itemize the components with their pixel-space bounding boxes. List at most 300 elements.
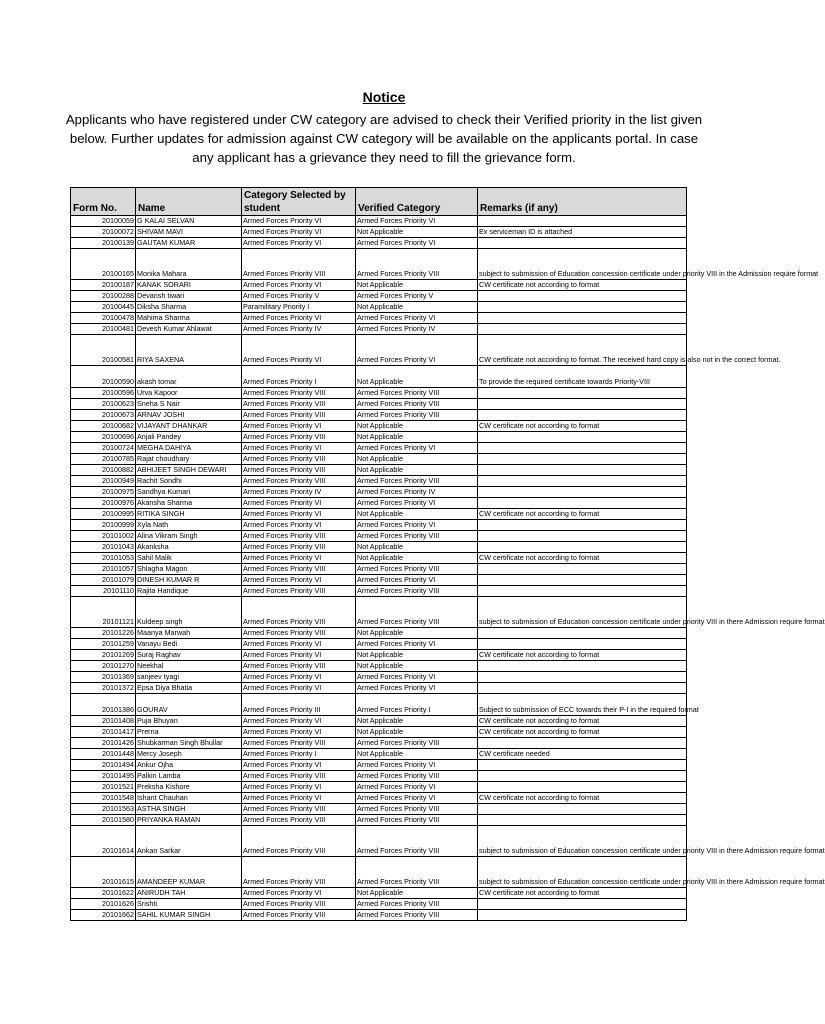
cell-form-no: 20100072 [71,227,136,238]
cell-form-no: 20101614 [71,826,136,857]
cell-form-no: 20100596 [71,388,136,399]
cell-form-no: 20100785 [71,454,136,465]
table-row [71,227,687,238]
cell-verified-category: Armed Forces Priority VI [356,313,478,324]
cell-verified-category: Not Applicable [356,716,478,727]
table-row [71,216,687,227]
cell-verified-category: Not Applicable [356,542,478,553]
table-row [71,910,687,921]
table-row [71,531,687,542]
cell-form-no: 20101386 [71,694,136,716]
cell-verified-category: Not Applicable [356,888,478,899]
cell-category-selected: Armed Forces Priority VIII [242,465,356,476]
cell-remarks [478,487,687,498]
cell-category-selected: Armed Forces Priority VIII [242,476,356,487]
table-row [71,899,687,910]
table-row [71,553,687,564]
cell-name: RIYA SAXENA [136,335,242,366]
cell-form-no: 20101580 [71,815,136,826]
cell-name: Vanayu Bedi [136,639,242,650]
cell-remarks [478,302,687,313]
cell-verified-category: Not Applicable [356,553,478,564]
cell-remarks [478,782,687,793]
table-row [71,650,687,661]
cell-name: Mercy Joseph [136,749,242,760]
cell-name: ASTHA SINGH [136,804,242,815]
table-row [71,661,687,672]
cell-remarks [478,564,687,575]
cell-name: Ankur Ojha [136,760,242,771]
cell-remarks [478,465,687,476]
cell-category-selected: Armed Forces Priority VI [242,421,356,432]
cell-remarks: To provide the required certificate towards Priority-VIII [478,366,687,388]
table-row [71,410,687,421]
cell-form-no: 20101079 [71,575,136,586]
cell-verified-category: Armed Forces Priority VIII [356,388,478,399]
cell-category-selected: Armed Forces Priority VI [242,716,356,727]
cell-remarks: CW certificate not according to format. The received hard copy is also not in the correct format. [478,335,687,366]
cell-name: MEGHA DAHIYA [136,443,242,454]
cell-name: Ankan Sarkar [136,826,242,857]
table-row [71,815,687,826]
table-row [71,597,687,628]
table-row [71,888,687,899]
table-row [71,509,687,520]
cell-remarks [478,738,687,749]
cell-form-no: 20100995 [71,509,136,520]
cell-form-no: 20100478 [71,313,136,324]
cell-verified-category: Armed Forces Priority VI [356,760,478,771]
cell-form-no: 20100581 [71,335,136,366]
table-row [71,672,687,683]
cell-category-selected: Armed Forces Priority VIII [242,597,356,628]
cell-verified-category: Armed Forces Priority VIII [356,399,478,410]
cell-remarks [478,291,687,302]
table-row [71,324,687,335]
cell-remarks [478,771,687,782]
cell-verified-category: Armed Forces Priority VIII [356,826,478,857]
cell-name: VIJAYANT DHANKAR [136,421,242,432]
cell-form-no: 20100882 [71,465,136,476]
cell-category-selected: Armed Forces Priority VI [242,639,356,650]
cell-category-selected: Armed Forces Priority VI [242,509,356,520]
cell-name: Rachit Sondhi [136,476,242,487]
cell-name: ANIRUDH TAH [136,888,242,899]
cell-remarks: CW certificate not according to format [478,650,687,661]
cell-name: SHIVAM MAVI [136,227,242,238]
cell-remarks [478,454,687,465]
cell-name: Kuldeep singh [136,597,242,628]
cell-remarks: CW certificate not according to format [478,716,687,727]
cell-remarks: Subject to submission of ECC towards their P-I in the required format [478,694,687,716]
table-row [71,857,687,888]
cell-name: ARNAV JOSHI [136,410,242,421]
cell-category-selected: Armed Forces Priority V [242,291,356,302]
cell-remarks: CW certificate not according to format [478,509,687,520]
cell-form-no: 20101548 [71,793,136,804]
cell-remarks [478,399,687,410]
cell-name: Rajita Handique [136,586,242,597]
cell-verified-category: Armed Forces Priority VI [356,238,478,249]
cell-name: Prerna [136,727,242,738]
table-row [71,749,687,760]
table-row [71,520,687,531]
cell-name: Urva Kapoor [136,388,242,399]
cell-remarks [478,804,687,815]
cell-form-no: 20101270 [71,661,136,672]
cell-remarks [478,520,687,531]
cell-form-no: 20101521 [71,782,136,793]
cell-form-no: 20101053 [71,553,136,564]
cell-verified-category: Not Applicable [356,366,478,388]
table-row [71,476,687,487]
cell-remarks: subject to submission of Education concession certificate under priority VIII in there Admission require format [478,597,687,628]
cell-remarks [478,388,687,399]
cell-name: Monika Mahara [136,249,242,280]
table-row [71,388,687,399]
table-row [71,487,687,498]
cell-form-no: 20101057 [71,564,136,575]
cell-remarks [478,910,687,921]
cell-form-no: 20100682 [71,421,136,432]
cell-verified-category: Armed Forces Priority VI [356,443,478,454]
cell-remarks [478,216,687,227]
cell-form-no: 20100673 [71,410,136,421]
cell-name: Sahil Malik [136,553,242,564]
cell-remarks [478,476,687,487]
cell-name: ABHIJEET SINGH DEWARI [136,465,242,476]
cell-verified-category: Armed Forces Priority IV [356,487,478,498]
cell-form-no: 20101426 [71,738,136,749]
table-row [71,432,687,443]
cell-form-no: 20100165 [71,249,136,280]
cell-name: Akansha Sharma [136,498,242,509]
cell-category-selected: Armed Forces Priority VIII [242,531,356,542]
cell-verified-category: Armed Forces Priority VIII [356,910,478,921]
cell-name: GAUTAM KUMAR [136,238,242,249]
cell-form-no: 20101110 [71,586,136,597]
cell-form-no: 20101495 [71,771,136,782]
cell-form-no: 20101259 [71,639,136,650]
table-row [71,760,687,771]
cell-verified-category: Not Applicable [356,465,478,476]
cell-form-no: 20100696 [71,432,136,443]
cell-form-no: 20101369 [71,672,136,683]
cell-category-selected: Armed Forces Priority VI [242,650,356,661]
cell-verified-category: Armed Forces Priority VIII [356,249,478,280]
table-row [71,542,687,553]
cell-verified-category: Armed Forces Priority V [356,291,478,302]
cell-form-no: 20100288 [71,291,136,302]
table-row [71,498,687,509]
cell-remarks: CW certificate not according to format [478,888,687,899]
table-row [71,683,687,694]
cell-category-selected: Armed Forces Priority IV [242,487,356,498]
cell-form-no: 20101043 [71,542,136,553]
cell-form-no: 20101269 [71,650,136,661]
cell-remarks [478,238,687,249]
cell-category-selected: Armed Forces Priority VI [242,280,356,291]
cell-verified-category: Armed Forces Priority VIII [356,857,478,888]
cell-category-selected: Armed Forces Priority VIII [242,899,356,910]
cell-verified-category: Armed Forces Priority VIII [356,586,478,597]
cell-category-selected: Armed Forces Priority VI [242,520,356,531]
header-verified-category: Verified Category [356,188,478,216]
cell-verified-category: Armed Forces Priority VI [356,782,478,793]
table-row [71,366,687,388]
cell-remarks: Ex serviceman ID is attached [478,227,687,238]
cell-category-selected: Armed Forces Priority IV [242,324,356,335]
table-row [71,771,687,782]
cell-verified-category: Armed Forces Priority VIII [356,804,478,815]
cell-form-no: 20101002 [71,531,136,542]
cell-category-selected: Armed Forces Priority VIII [242,815,356,826]
cell-verified-category: Armed Forces Priority VIII [356,476,478,487]
table-row [71,443,687,454]
cell-form-no: 20100059 [71,216,136,227]
cell-name: Diksha Sharma [136,302,242,313]
table-row [71,249,687,280]
cell-remarks [478,586,687,597]
cell-form-no: 20100623 [71,399,136,410]
cell-remarks: CW certificate not according to format [478,280,687,291]
cell-category-selected: Armed Forces Priority VI [242,227,356,238]
header-remarks: Remarks (if any) [478,188,687,216]
cell-verified-category: Armed Forces Priority I [356,694,478,716]
cell-remarks [478,575,687,586]
notice-title: Notice [362,89,406,105]
cell-remarks: CW certificate needed [478,749,687,760]
cell-verified-category: Not Applicable [356,421,478,432]
table-row [71,586,687,597]
table-row [71,826,687,857]
cell-form-no: 20100976 [71,498,136,509]
cell-verified-category: Not Applicable [356,661,478,672]
cell-remarks: CW certificate not according to format [478,727,687,738]
table-row [71,313,687,324]
cell-category-selected: Armed Forces Priority VIII [242,249,356,280]
cell-category-selected: Armed Forces Priority VI [242,498,356,509]
cell-remarks [478,639,687,650]
cell-name: GOURAV [136,694,242,716]
table-row [71,335,687,366]
cell-category-selected: Armed Forces Priority VIII [242,628,356,639]
table-row [71,738,687,749]
cell-category-selected: Armed Forces Priority VIII [242,738,356,749]
table-row [71,302,687,313]
priority-table [70,187,825,921]
cell-form-no: 20101615 [71,857,136,888]
cell-remarks [478,661,687,672]
cell-remarks [478,531,687,542]
cell-category-selected: Armed Forces Priority VIII [242,826,356,857]
cell-name: Mahima Sharma [136,313,242,324]
cell-verified-category: Not Applicable [356,227,478,238]
cell-name: akash tomar [136,366,242,388]
cell-form-no: 20100949 [71,476,136,487]
cell-category-selected: Armed Forces Priority VI [242,760,356,771]
cell-verified-category: Armed Forces Priority VI [356,216,478,227]
cell-name: Maanya Marwah [136,628,242,639]
cell-form-no: 20101622 [71,888,136,899]
cell-name: Puja Bhuyan [136,716,242,727]
cell-remarks [478,432,687,443]
cell-form-no: 20101494 [71,760,136,771]
cell-verified-category: Armed Forces Priority VIII [356,771,478,782]
cell-category-selected: Armed Forces Priority VI [242,683,356,694]
cell-name: Sandhya Kumari [136,487,242,498]
cell-name: Devansh tiwari [136,291,242,302]
cell-verified-category: Not Applicable [356,454,478,465]
cell-name: SAHIL KUMAR SINGH [136,910,242,921]
cell-verified-category: Armed Forces Priority VI [356,639,478,650]
table-row [71,694,687,716]
cell-category-selected: Armed Forces Priority VIII [242,432,356,443]
cell-form-no: 20100999 [71,520,136,531]
cell-name: DINESH KUMAR R [136,575,242,586]
cell-form-no: 20100139 [71,238,136,249]
table-row [71,727,687,738]
cell-name: Alina Vikram Singh [136,531,242,542]
table-row [71,628,687,639]
notice-body: Applicants who have registered under CW category are advised to check their Verified priority in the list given below. Further updates for admission against CW category will be available on the applicants portal. In case any applicant has a grievance they need to fill the grievance form. [65,112,703,165]
cell-verified-category: Not Applicable [356,302,478,313]
cell-category-selected: Armed Forces Priority VI [242,888,356,899]
cell-name: RITIKA SINGH [136,509,242,520]
cell-name: Palkin Lamba [136,771,242,782]
cell-name: Ishant Chauhan [136,793,242,804]
cell-category-selected: Armed Forces Priority VIII [242,857,356,888]
cell-name: sanjeev tyagi [136,672,242,683]
header-name: Name [136,188,242,216]
cell-remarks: subject to submission of Education concession certificate under priority VIII in there Admission require format [478,857,687,888]
table-row [71,782,687,793]
cell-verified-category: Not Applicable [356,628,478,639]
cell-verified-category: Not Applicable [356,432,478,443]
cell-form-no: 20101626 [71,899,136,910]
cell-form-no: 20101408 [71,716,136,727]
cell-form-no: 20101417 [71,727,136,738]
cell-name: Xyla Nath [136,520,242,531]
table-row [71,399,687,410]
cell-name: Shlagha Magon [136,564,242,575]
header-form-no: Form No. [71,188,136,216]
cell-verified-category: Armed Forces Priority VI [356,335,478,366]
cell-name: G KALAI SELVAN [136,216,242,227]
cell-name: Suraj Raghav [136,650,242,661]
cell-form-no: 20100445 [71,302,136,313]
cell-remarks [478,899,687,910]
cell-name: AMANDEEP KUMAR [136,857,242,888]
cell-verified-category: Armed Forces Priority VI [356,793,478,804]
cell-remarks [478,410,687,421]
cell-verified-category: Not Applicable [356,650,478,661]
cell-remarks: subject to submission of Education concession certificate under priority VIII in the Admission require format [478,249,687,280]
cell-form-no: 20100724 [71,443,136,454]
cell-name: Rajat choudhary [136,454,242,465]
cell-remarks [478,628,687,639]
cell-remarks [478,672,687,683]
cell-verified-category: Armed Forces Priority VI [356,672,478,683]
header-category-selected: Category Selected by student [242,188,356,216]
cell-remarks [478,313,687,324]
cell-category-selected: Armed Forces Priority VI [242,782,356,793]
cell-category-selected: Armed Forces Priority VI [242,793,356,804]
cell-category-selected: Armed Forces Priority VIII [242,564,356,575]
cell-category-selected: Armed Forces Priority VI [242,553,356,564]
cell-category-selected: Armed Forces Priority VI [242,727,356,738]
cell-form-no: 20101563 [71,804,136,815]
cell-verified-category: Armed Forces Priority VIII [356,531,478,542]
table-row [71,564,687,575]
cell-remarks [478,498,687,509]
cell-verified-category: Not Applicable [356,509,478,520]
cell-category-selected: Armed Forces Priority VI [242,216,356,227]
cell-remarks: subject to submission of Education concession certificate under priority VIII in there Admission require format [478,826,687,857]
cell-name: Epsa Diya Bhatia [136,683,242,694]
cell-name: Preksha Kishore [136,782,242,793]
cell-name: Shubkarman Singh Bhullar [136,738,242,749]
cell-category-selected: Armed Forces Priority VIII [242,771,356,782]
cell-name: Devesh Kumar Ahlawat [136,324,242,335]
cell-name: Anjali Pandey [136,432,242,443]
cell-form-no: 20101226 [71,628,136,639]
cell-form-no: 20100187 [71,280,136,291]
cell-remarks [478,815,687,826]
table-row [71,716,687,727]
cell-category-selected: Armed Forces Priority VIII [242,910,356,921]
cell-category-selected: Armed Forces Priority VI [242,335,356,366]
table-row [71,454,687,465]
cell-name: Akanksha [136,542,242,553]
cell-remarks: CW certificate not according to format [478,793,687,804]
table-row [71,575,687,586]
cell-verified-category: Armed Forces Priority VIII [356,564,478,575]
table-header-row [71,188,687,216]
cell-category-selected: Paramilitary Priority I [242,302,356,313]
cell-verified-category: Armed Forces Priority VIII [356,815,478,826]
cell-category-selected: Armed Forces Priority VI [242,443,356,454]
cell-category-selected: Armed Forces Priority VIII [242,586,356,597]
table-row [71,280,687,291]
cell-form-no: 20101121 [71,597,136,628]
cell-category-selected: Armed Forces Priority VIII [242,410,356,421]
cell-verified-category: Not Applicable [356,280,478,291]
cell-form-no: 20101662 [71,910,136,921]
cell-remarks [478,324,687,335]
cell-remarks: CW certificate not according to format [478,553,687,564]
cell-category-selected: Armed Forces Priority VI [242,672,356,683]
cell-form-no: 20100481 [71,324,136,335]
cell-name: Neekhal [136,661,242,672]
cell-form-no: 20101448 [71,749,136,760]
cell-verified-category: Armed Forces Priority VIII [356,899,478,910]
cell-category-selected: Armed Forces Priority III [242,694,356,716]
cell-category-selected: Armed Forces Priority VIII [242,542,356,553]
cell-verified-category: Armed Forces Priority VIII [356,597,478,628]
table-row [71,639,687,650]
table-row [71,804,687,815]
cell-category-selected: Armed Forces Priority VI [242,575,356,586]
cell-category-selected: Armed Forces Priority VIII [242,454,356,465]
cell-verified-category: Armed Forces Priority VI [356,683,478,694]
cell-category-selected: Armed Forces Priority VI [242,238,356,249]
cell-verified-category: Not Applicable [356,727,478,738]
cell-verified-category: Armed Forces Priority VIII [356,738,478,749]
cell-category-selected: Armed Forces Priority I [242,749,356,760]
cell-category-selected: Armed Forces Priority VIII [242,388,356,399]
cell-remarks [478,683,687,694]
